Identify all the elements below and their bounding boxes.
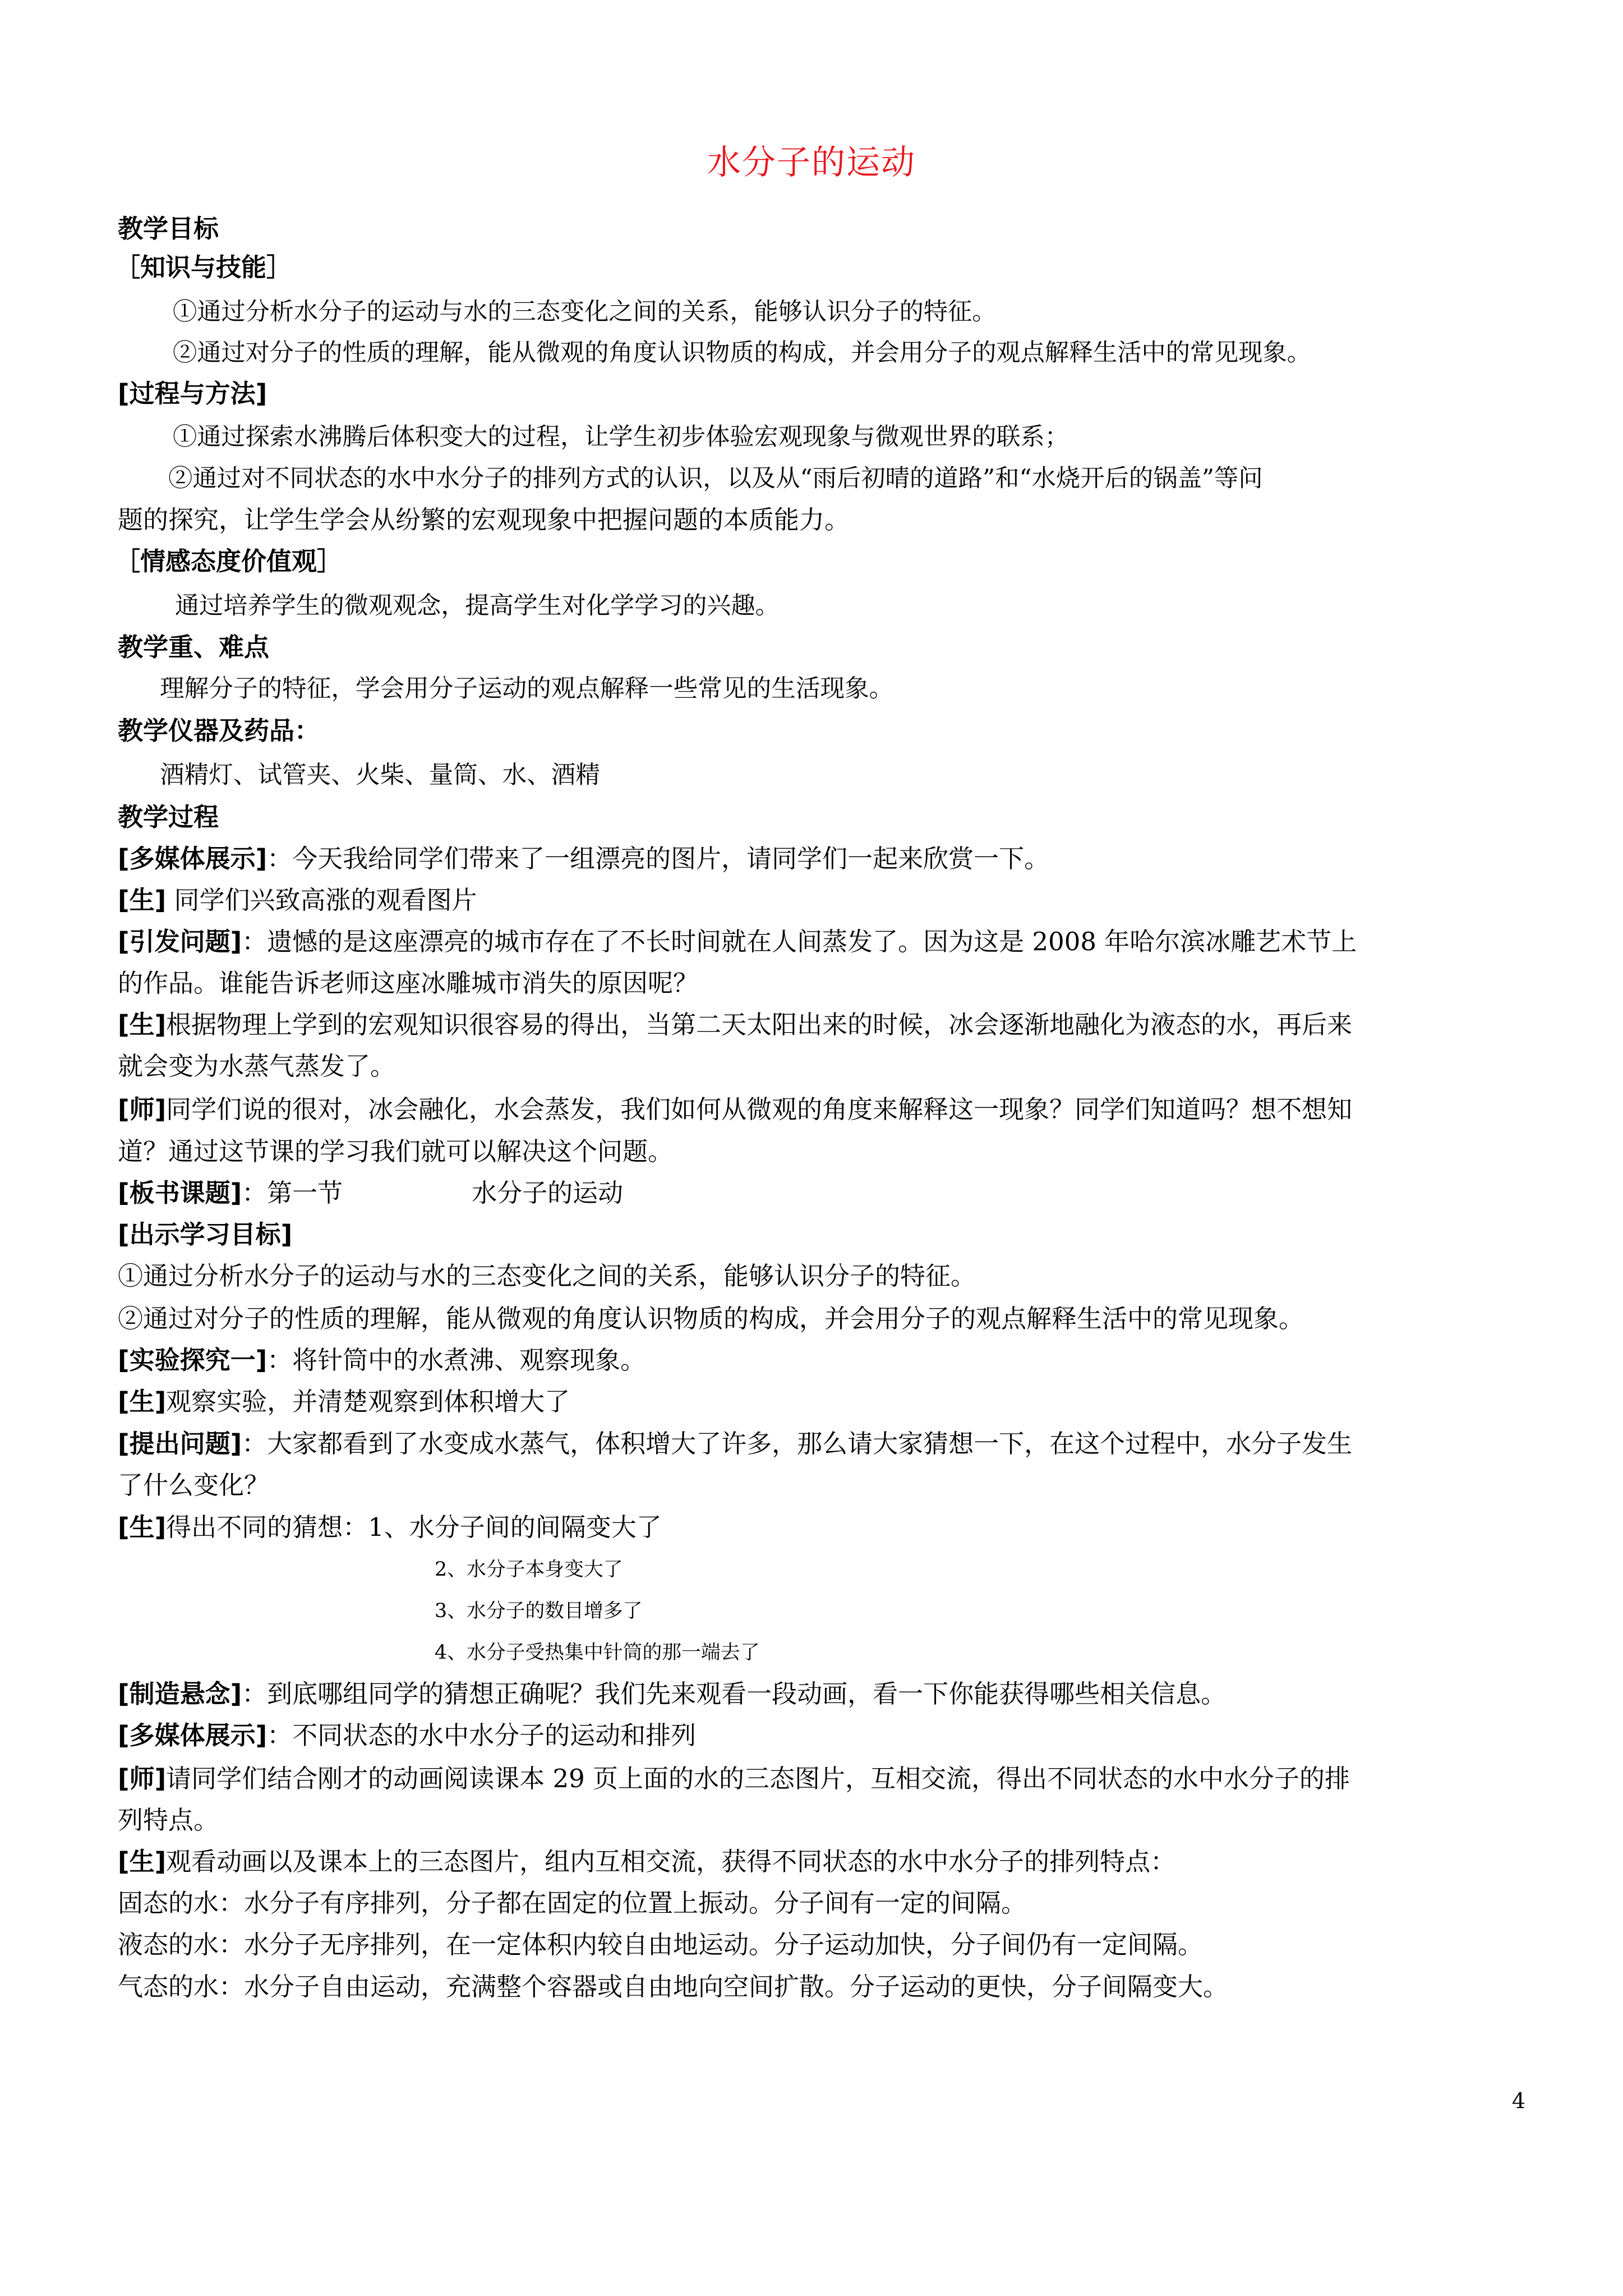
knowledge-heading: ［知识与技能］ [115, 252, 292, 282]
dialogue-tag: [实验探究一] [118, 1345, 268, 1375]
emotion-item-1: 通过培养学生的微观观念，提高学生对化学学习的兴趣。 [175, 592, 780, 620]
dialogue-line-cont: 的作品。谁能告诉老师这座冰雕城市消失的原因呢？ [118, 968, 699, 998]
dialogue-tag: [生] [118, 1010, 167, 1039]
process-item-2-cont: 题的探究，让学生学会从纷繁的宏观现象中把握问题的本质能力。 [118, 505, 850, 535]
dialogue-line-cont: 了什么变化？ [118, 1470, 270, 1500]
equip-item-1: 酒精灯、试管夹、火柴、量筒、水、酒精 [160, 761, 600, 789]
dialogue-tag: [师] [118, 1764, 167, 1793]
dialogue-tag: [出示学习目标] [118, 1220, 293, 1249]
dialogue-line: [生]得出不同的猜想：1、水分子间的间隔变大了 [118, 1512, 662, 1542]
dialogue-tag: [生] [118, 1387, 167, 1416]
solid-water-description: 固态的水：水分子有序排列，分子都在固定的位置上振动。分子间有一定的间隔。 [118, 1888, 1027, 1918]
guess-item-3: 3、水分子的数目增多了 [435, 1600, 643, 1622]
dialogue-line: [提出问题]：大家都看到了水变成水蒸气，体积增大了许多，那么请大家猜想一下，在这个过程中，水分子发生 [118, 1429, 1353, 1458]
dialogue-line: [板书课题]：第一节 水分子的运动 [118, 1178, 624, 1208]
dialogue-line: [生] 同学们兴致高涨的观看图片 [118, 885, 477, 915]
key-heading: 教学重、难点 [118, 632, 270, 662]
dialogue-tag: [生] [118, 1847, 167, 1876]
document-title: 水分子的运动 [707, 143, 916, 182]
dialogue-line-cont: 道？通过这节课的学习我们就可以解决这个问题。 [118, 1137, 674, 1166]
dialogue-line: [生]根据物理上学到的宏观知识很容易的得出，当第二天太阳出来的时候，冰会逐渐地融化为液态的水，再后来 [118, 1010, 1353, 1039]
key-item-1: 理解分子的特征，学会用分子运动的观点解释一些常见的生活现象。 [160, 675, 894, 703]
dialogue-tag: [多媒体展示] [118, 1720, 268, 1750]
dialogue-line-cont: 就会变为水蒸气蒸发了。 [118, 1051, 396, 1081]
dialogue-line: [生]观看动画以及课本上的三态图片，组内互相交流，获得不同状态的水中水分子的排列特点： [118, 1847, 1176, 1876]
emotion-heading: ［情感态度价值观］ [115, 546, 343, 576]
dialogue-tag: [制造悬念] [118, 1679, 242, 1709]
dialogue-line: [师]请同学们结合刚才的动画阅读课本 29 页上面的水的三态图片，互相交流，得出不同状态的水中水分子的排 [118, 1764, 1350, 1793]
process-item-2: ②通过对不同状态的水中水分子的排列方式的认识，以及从“雨后初晴的道路”和“水烧开后的锅盖”等问 [168, 464, 1263, 493]
teaching-process-heading: 教学过程 [118, 802, 219, 832]
dialogue-line: [引发问题]：遗憾的是这座漂亮的城市存在了不长时间就在人间蒸发了。因为这是 2008 年哈尔滨冰雕艺术节上 [118, 927, 1357, 956]
dialogue-line: [实验探究一]：将针筒中的水煮沸、观察现象。 [118, 1345, 646, 1375]
dialogue-line-cont: 列特点。 [118, 1805, 219, 1835]
equip-heading: 教学仪器及药品： [118, 716, 320, 746]
knowledge-item-1: ①通过分析水分子的运动与水的三态变化之间的关系，能够认识分子的特征。 [173, 298, 997, 326]
dialogue-tag: [提出问题] [118, 1429, 242, 1458]
objective-item-2: ②通过对分子的性质的理解，能从微观的角度认识物质的构成，并会用分子的观点解释生活中的常见现象。 [118, 1304, 1304, 1333]
objective-item-1: ①通过分析水分子的运动与水的三态变化之间的关系，能够认识分子的特征。 [118, 1261, 976, 1291]
guess-item-2: 2、水分子本身变大了 [435, 1558, 623, 1581]
dialogue-tag: [师] [118, 1094, 167, 1124]
dialogue-line: [师]同学们说的很对，冰会融化，水会蒸发，我们如何从微观的角度来解释这一现象？同学们知道吗？想不想知 [118, 1094, 1353, 1124]
lesson-title: 水分子的运动 [472, 1178, 624, 1208]
goals-heading: 教学目标 [118, 214, 219, 243]
guess-item-4: 4、水分子受热集中针筒的那一端去了 [435, 1641, 760, 1664]
gas-water-description: 气态的水：水分子自由运动，充满整个容器或自由地向空间扩散。分子运动的更快，分子间隔变大。 [118, 1972, 1229, 2001]
dialogue-tag: [多媒体展示] [118, 844, 268, 873]
liquid-water-description: 液态的水：水分子无序排列，在一定体积内较自由地运动。分子运动加快，分子间仍有一定间隔。 [118, 1930, 1204, 1959]
dialogue-tag: [生] [118, 885, 167, 915]
process-item-1: ①通过探索水沸腾后体积变大的过程，让学生初步体验宏观现象与微观世界的联系； [173, 423, 1069, 451]
dialogue-line: [多媒体展示]：今天我给同学们带来了一组漂亮的图片，请同学们一起来欣赏一下。 [118, 844, 1050, 873]
process-heading: [过程与方法] [118, 379, 268, 408]
dialogue-line: [制造悬念]：到底哪组同学的猜想正确呢？我们先来观看一段动画，看一下你能获得哪些相关信息。 [118, 1679, 1227, 1709]
knowledge-item-2: ②通过对分子的性质的理解，能从微观的角度认识物质的构成，并会用分子的观点解释生活中的常见现象。 [173, 339, 1311, 367]
page-number: 4 [1511, 2088, 1525, 2113]
dialogue-line: [生]观察实验，并清楚观察到体积增大了 [118, 1387, 570, 1416]
dialogue-line: [多媒体展示]：不同状态的水中水分子的运动和排列 [118, 1720, 697, 1750]
dialogue-tag: [生] [118, 1512, 167, 1542]
dialogue-tag: [引发问题] [118, 927, 242, 956]
dialogue-tag: [板书课题] [118, 1178, 242, 1208]
